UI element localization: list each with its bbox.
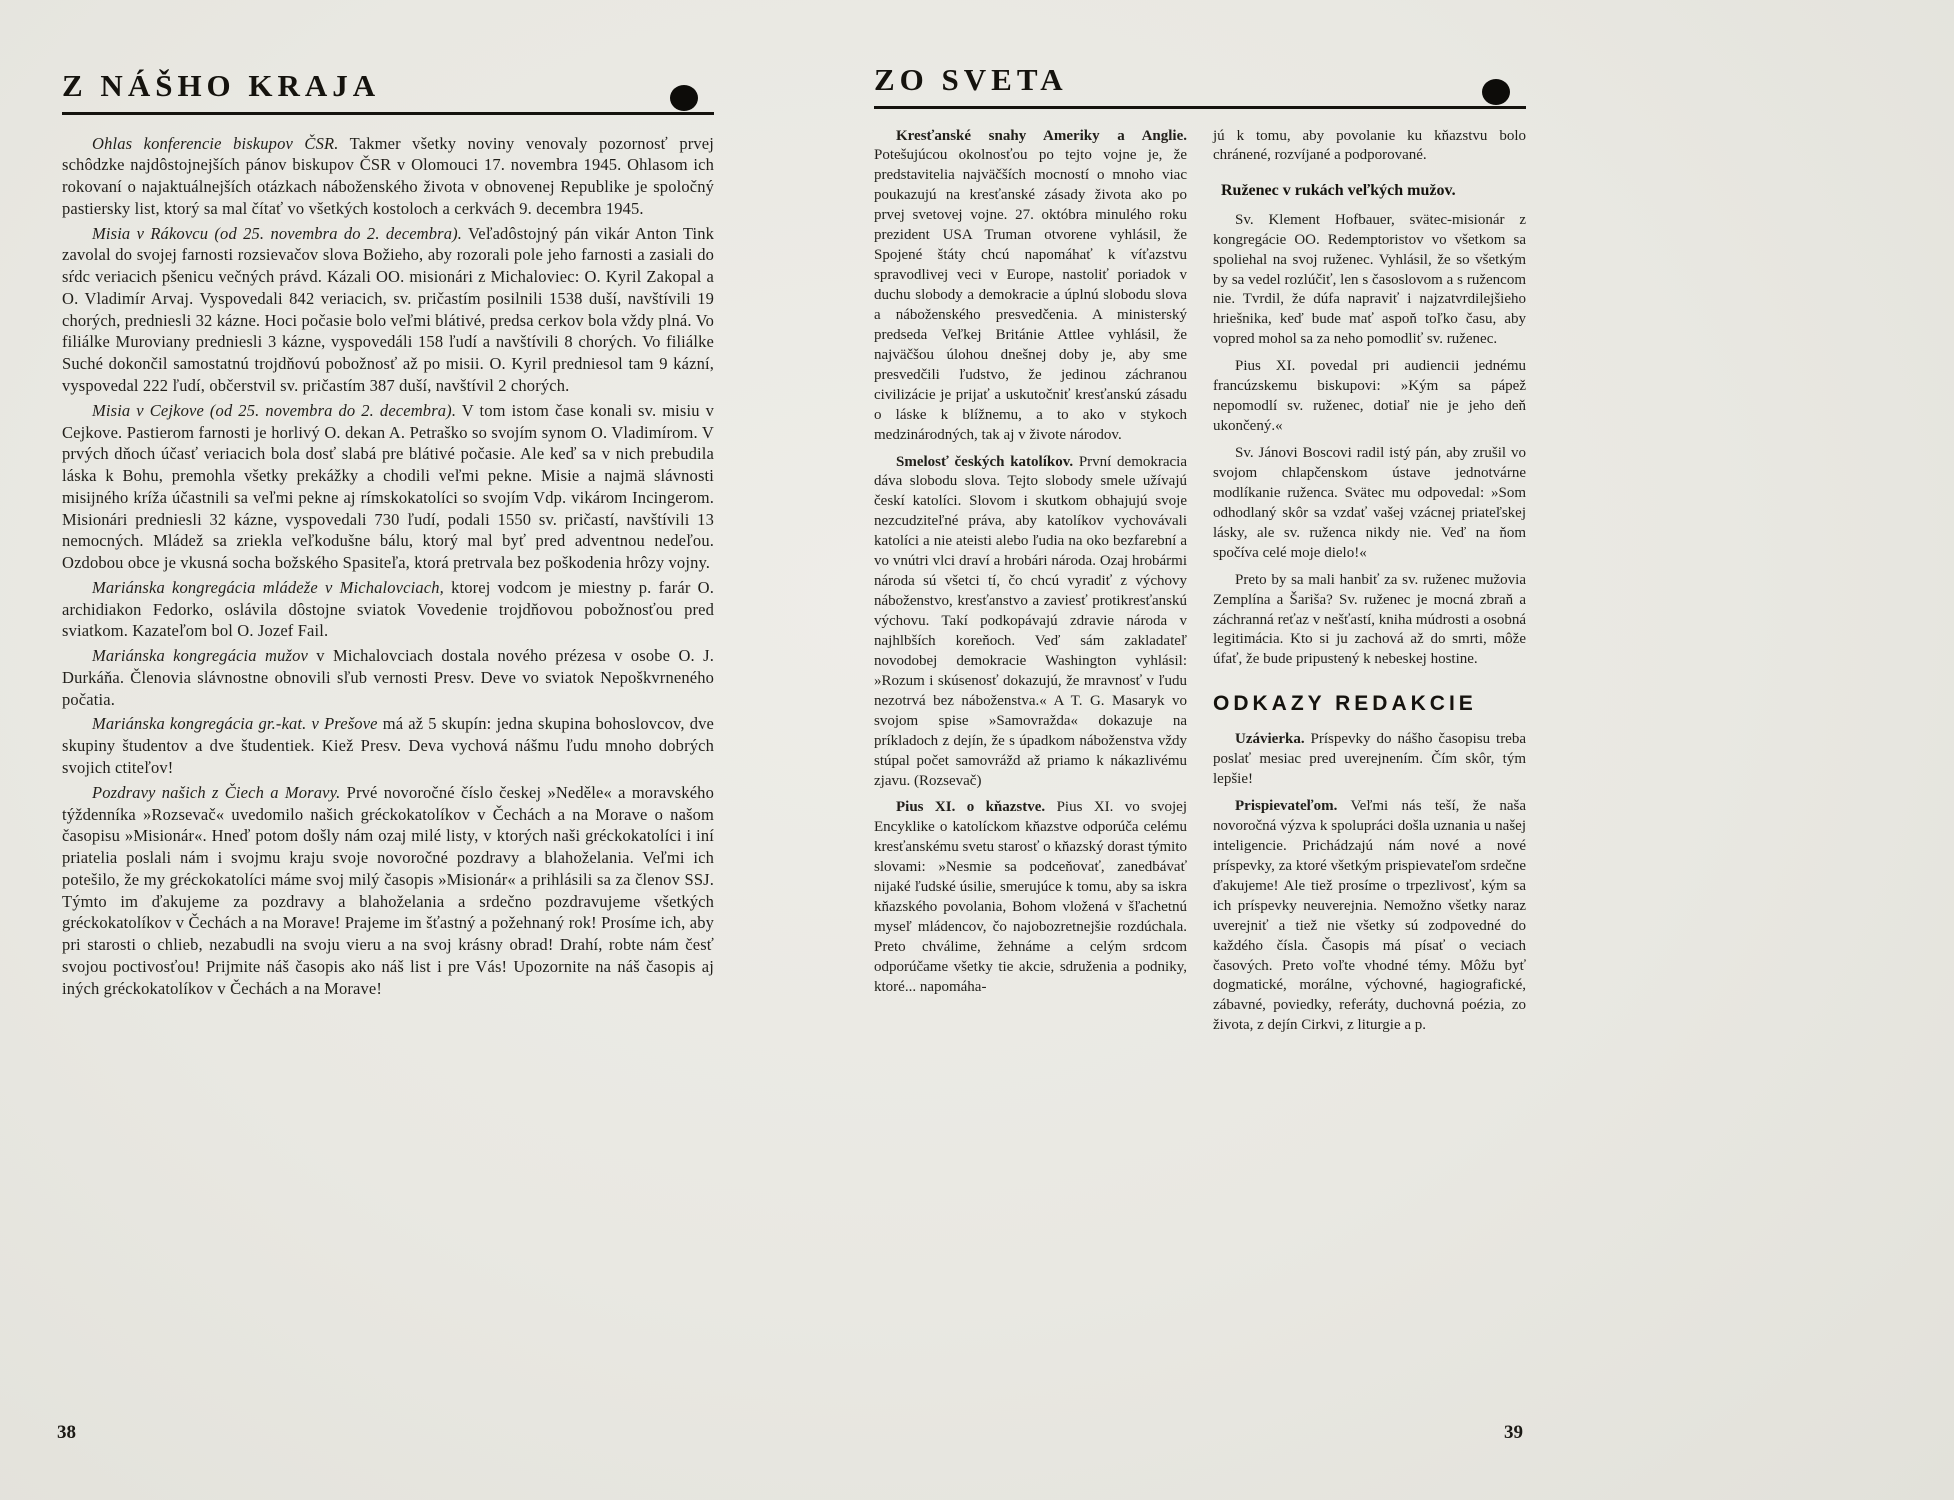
paragraph [874,453,1187,792]
paragraph-lead: Mariánska kongregácia mládeže v Michalovciach, [92,577,444,597]
paragraph-lead: Kresťanské snahy Ameriky a Anglie. [896,127,1187,144]
paragraph: Sv. Jánovi Boscovi radil istý pán, aby zrušil vo svojom chlapčenskom ústave jednotvárne modlíkanie ruženca. Svätec mu odpovedal: »Som odhodlaný skôr sa vzdať vašej vzácnej priateľskej lásky, ale sv. ruženca nikdy nie. Veď na ňom spočíva celé moje dielo!« [1213,445,1526,561]
paragraph [874,798,1187,997]
paragraph-text: V tom istom čase konali sv. misiu v Cejkove. Pastierom farnosti je horlivý O. dekan A. Petraško so svojím synom O. Vladimírom. V prvých dňoch účasť veriacich bola dosť slabá pre blátivé počasie. Ale keď sa v nich prebudila láska k Bohu, premohla všetky prekážky a chodili veľmi pekne. Misie a najmä slávnosti misijného kríža účastnili sa veľmi pekne aj rímskokatolíci so svojím Vdp. vikárom Incingerom. Misionári predniesli 32 kázne, vyspovedali 730 ľudí, podali 1550 sv. pričastí, navštívili 13 nemocných. Mládež sa zriekla veľkodušne bálu, ktorý mal byť pred adventnou nedeľou. Ozdobou obce je vkusná socha božského Spasiteľa, ktorá pretrvala bez poškodenia hrôzy vojny. [62,400,714,573]
paragraph-text: Prvé novoročné číslo českej »Neděle« a moravského týždenníka »Rozsevač« uvedomilo našich gréckokatolíkov v Čechách a na Morave o našom časopisu »Misionár«. Hneď potom došly nám ozaj milé listy, v ktorých naši gréckokatolíci i iní priatelia poslali nám i svojmu kraju svoje novoročné pozdravy a blahoželania. Veľmi ich potešilo, že my gréckokatolíci máme svoj milý časopis »Misionár« a prihlásili sa za členov SSJ. Týmto im ďakujeme za pozdravy a blahoželania a srdečno pozdravujeme všetkých gréckokatolíkov v Čechách a na Morave! Prajeme im šťastný a požehnaný rok! Prosíme ich, aby pri starosti o chlieb, nezabudli na svoju vieru a na svoj krásny obrad! Drahí, robte nám česť svojou poctivosťou! Prijmite náš časopis ako náš list i pre Vás! Upozornite na náš časopis aj iných gréckokatolíkov v Čechách a na Morave! [62,782,714,998]
paragraph-lead: Smelosť českých katolíkov. [896,453,1074,470]
paragraph-text: ktorej vodcom je miestny p. farár O. archidiakon Fedorko, oslávila dôstojne sviatok Vovedenie trojdňovou pobožnosťou pred sviatkom. Kazateľom bol O. Jozef Fail. [62,577,715,641]
paragraph [62,223,714,397]
paragraph-lead: Uzávierka. [1235,731,1305,748]
right-page-title: ZO SVETA [874,62,1068,97]
paragraph-lead: Mariánska kongregácia gr.-kat. v Prešove [92,714,378,734]
column-1 [874,127,1187,1005]
paragraph [1213,797,1526,1036]
paragraph-lead: Ohlas konferencie biskupov ČSR. [92,133,339,153]
paragraph-text: První demokracia dáva slobodu slova. Tejto slobody smele užívajú českí katolíci. Slovom i skutkom obhajujú svoje nezcudziteľné práva, aby katolíkov vychovávali katolíci a nie ateisti alebo ľudia na oko bezfarební a vo vnútri vlci draví a hrobári národa. Ozaj hrobármi národa sú všetci tí, čo chcú vyradiť z výchovy náboženstvo, kresťanstvo a zaviesť protikresťanskú výchovu. Takí podkopávajú zdravie národa v najhlbších koreňoch. Veď sám zakladateľ novodobej demokracie Washington vyhlásil: »Rozum i skúsenosť dokazujú, že mravnosť v ľudu nezotrvá bez náboženstva.« A T. G. Masaryk vo svojom spise »Samovražda« dokazuje na príkladoch z dejín, že s úpadkom náboženstva vždy stúpal počet samovrážd až priamo k nákazlivému zjavu. (Rozsevač) [874,453,1188,789]
paragraph [62,782,714,1000]
continuation-paragraph: jú k tomu, aby povolanie ku kňazstvu bolo chránené, rozvíjané a podporované. [1213,127,1526,164]
bullet-icon [1482,79,1510,105]
section-title-odkazy-redakcie: ODKAZY REDAKCIE [1213,692,1477,716]
left-header-rule [62,112,714,115]
paragraph: Preto by sa mali hanbiť za sv. ruženec mužovia Zemplína a Šariša? Sv. ruženec je mocná zbraň a záchranná reťaz v nešťastí, kniha múdrosti a osobná legitimácia. Kto si ju zachová až do smrti, môže úfať, že bude pripustený k nebeskej hostine. [1213,571,1526,668]
paragraph-text: Potešujúcou okolnosťou po tejto vojne je, že predstavitelia najväčších mocností o mnoho viac poukazujú na kresťanské zásady života ako po prvej svetovej vojne. 27. októbra minulého roku prezident USA Truman otvorene vyhlásil, že Spojené štáty chcú napomáhať k víťazstvu spravodlivej veci v Europe, nastoliť poriadok v duchu slobody a demokracie a úplnú slobodu slova a náboženského presvedčenia. A ministerský predseda Veľkej Británie Attlee vyhlásil, že najväčšou úlohou dnešnej doby je, aby sme presvedčili ľudstvo, že jedinou záchranou civilizácie je prijať a uskutočniť kresťanskú zásadu o láske k blížnemu, a to ako v stykoch medzinárodných, tak aj v živote národov. [874,147,1187,443]
paragraph-text: Pius XI. vo svojej Encyklike o katolíckom kňazstve odporúča celému kresťanskému svetu starosť o kňazský dorast týmito slovami: »Nesmie sa podceňovať, zanedbávať nijaké ľudské úsilie, smerujúce k tomu, aby sa iskra kňazského povolania, Bohom vložená v šľachetnú myseľ mládencov, čo najobozretnejšie rozdúchala. Preto chválime, žehnáme a celým srdcom odporúčame všetky tie akcie, sdruženia a podniky, ktoré... napomáha- [874,799,1187,995]
paragraph [62,645,714,710]
right-page [874,64,1526,1043]
paragraph [62,400,714,574]
left-page [62,70,714,1002]
paragraph [62,133,714,220]
bullet-icon [670,85,698,111]
paragraph: Pius XI. povedal pri audiencii jednému francúzskemu biskupovi: »Kým sa pápež nepomodlí sv. ruženec, dotiaľ nie je jeho deň ukončený.« [1213,358,1526,435]
right-header-rule [874,106,1526,109]
paragraph-text: má až 5 skupín: jedna skupina bohoslovcov, dve skupiny študentov a dve študentiek. Kiež Presv. Deva vychová nášmu ľudu mnoho dobrých svojich ctiteľov! [62,714,714,777]
paragraph-text: Veľadôstojný pán vikár Anton Tink zavolal do svojej farnosti rozsievačov slova Božieho, aby rozorali pole jeho farnosti a zasiali do sŕdc veriacich pšenicu večných právd. Kázali OO. misionári z Michaloviec: O. Kyril Zakopal a O. Vladimír Arvaj. Vyspovedali 842 veriacich, sv. pričastím posilnili 1538 duší, navštívili 19 chorých, predniesli 32 kázne. Hoci počasie bolo veľmi blátivé, predsa cerkov bola vždy plná. Vo filiálke Muroviany predniesli 3 kázne, vyspovedáli 158 ľudí a navštívili 8 chorých. Vo filiálke Suché dokončil samostatnú trojdňovú pobožnosť až po misii. O. Kyril predniesol tam 9 kázní, vyspovedal 222 ľudí, občerstvil sv. pričastím 387 duší, navštívil 2 chorých. [62,223,715,395]
paragraph-text: Veľmi nás teší, že naša novoročná výzva k spolupráci došla uznania u našej inteligencie. Prichádzajú nám nové a nové príspevky, za ktoré všetkým prispievateľom srdečne ďakujeme! Ale tiež prosíme o trpezlivosť, kým sa ich príspevky neuverejnia. Nemožno všetky naraz uverejniť a tiež nie všetky sú zodpovedné do každého čísla. Časopis má písať o veciach časových. Preto voľte vhodné témy. Môžu byť dogmatické, morálne, výchovné, hagiografické, zábavné, poviedky, referáty, duchovná poézia, zo života, z dejín Cirkvi, z liturgie a p. [1213,798,1526,1034]
paragraph [1213,730,1526,790]
paragraph-text: Príspevky do nášho časopisu treba poslať mesiac pred uverejnením. Čím skôr, tým lepšie! [1213,731,1527,788]
paragraph-text: v Michalovciach dostala nového prézesa v osobe O. J. Durkáňa. Členovia slávnostne obnovili sľub vernosti Presv. Deve vo sviatok Nepoškvrneného počatia. [62,646,714,709]
right-page-columns [874,127,1526,1044]
paragraph-lead: Pius XI. o kňazstve. [896,799,1046,816]
paragraph-lead: Pozdravy našich z Čiech a Moravy. [92,782,341,802]
paragraph: Sv. Klement Hofbauer, svätec-misionár z kongregácie OO. Redemptoristov vo všetkom sa spoliehal na svoj ruženec. Vyhlásil, že so všetkým by sa vedel rozlúčiť, len s časoslovom a s ružencom nie. Tvrdil, že dúfa napraviť i najzatvrdilejšieho hriešnika, keď bude mať aspoň toľko času, aby vopred mohol sa za neho pomodliť sv. ruženec. [1213,211,1526,348]
paragraph-lead: Mariánska kongregácia mužov [92,646,308,666]
left-page-body [62,133,714,1000]
paragraph-lead: Misia v Cejkove (od 25. novembra do 2. decembra). [92,400,457,420]
left-page-title: Z NÁŠHO KRAJA [62,68,381,103]
paragraph [874,127,1187,446]
page-number-left: 38 [57,1422,76,1443]
paragraph [62,713,714,778]
column-2 [1213,127,1526,1044]
left-page-header [62,70,714,115]
right-page-header [874,64,1526,109]
paragraph-lead: Prispievateľom. [1235,798,1338,815]
paragraph-lead: Misia v Rákovcu (od 25. novembra do 2. decembra). [92,223,463,243]
paragraph [62,577,714,642]
section-title-ruzenec: Ruženec v rukách veľkých mužov. [1221,182,1456,200]
page-number-right: 39 [1504,1422,1523,1443]
paragraph-text: Takmer všetky noviny venovaly pozornosť prvej schôdzke najdôstojnejších pánov biskupov ČSR v Olomouci 17. novembra 1945. Ohlasom ich rokovaní o najaktuálnejších otázkach náboženského života v obnovenej Republike je spoločný pastiersky list, ktorý sa mal čítať vo všetkých kostoloch a cerkvách 9. decembra 1945. [62,133,714,218]
